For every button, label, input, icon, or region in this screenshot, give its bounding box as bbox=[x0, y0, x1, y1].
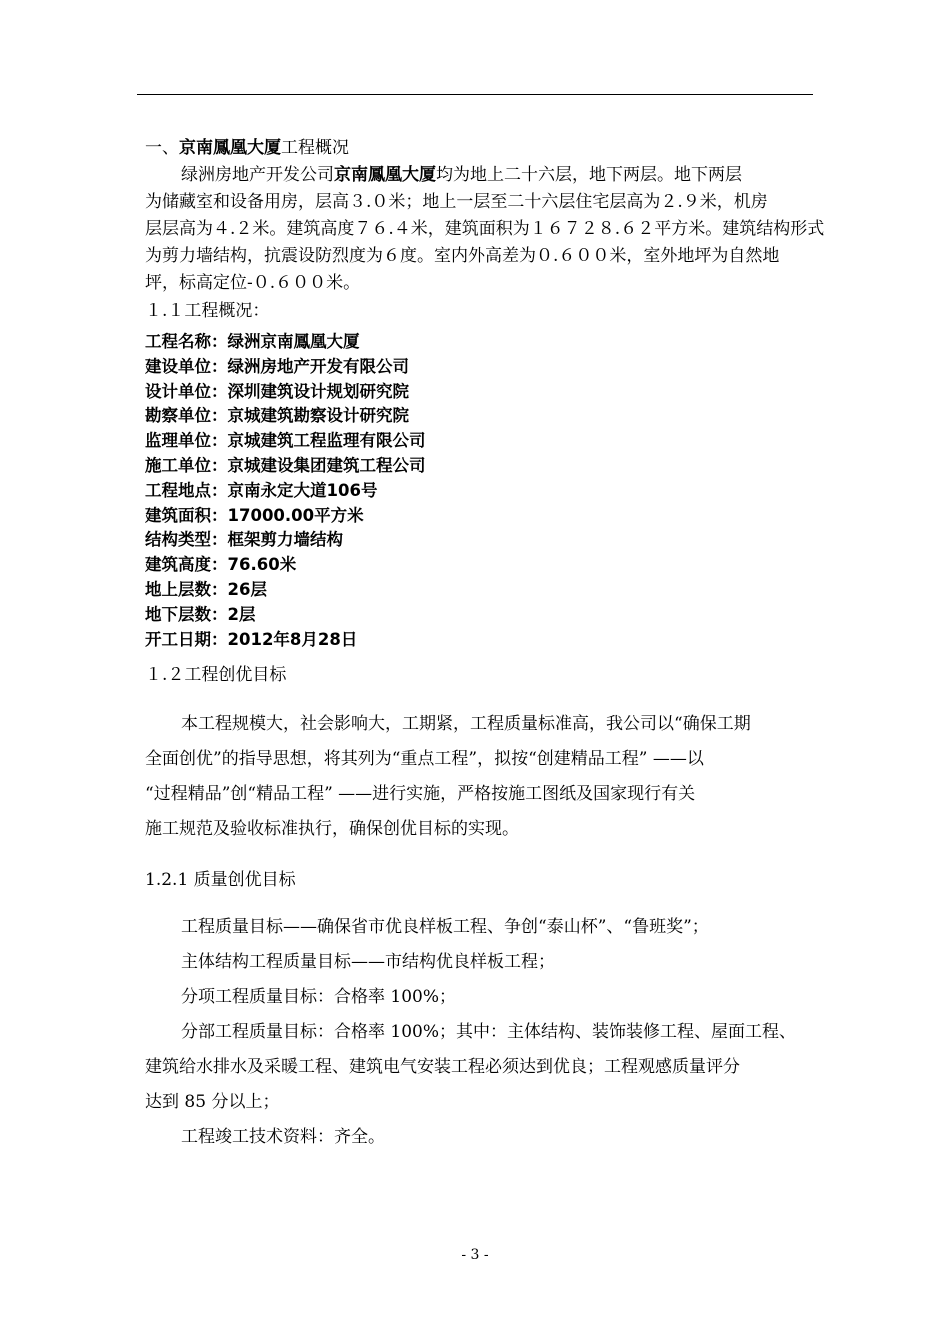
goal-line: 主体结构工程质量目标——市结构优良样板工程； bbox=[181, 952, 555, 973]
subsection-heading: １.１工程概况： bbox=[145, 301, 270, 321]
paragraph-line: 全面创优”的指导思想，将其列为“重点工程”，拟按“创建精品工程” ——以 bbox=[145, 749, 704, 770]
paragraph-line: 本工程规模大，社会影响大，工期紧，工程质量标准高，我公司以“确保工期 bbox=[181, 714, 751, 735]
heading-project-name: 京南鳳凰大厦 bbox=[179, 138, 281, 158]
overview-line: 坪，标高定位-０.６００米。 bbox=[145, 273, 361, 293]
goal-paragraph bbox=[145, 707, 813, 847]
overview-line: 为剪力墙结构，抗震设防烈度为６度。室内外高差为０.６００米，室外地坪为自然地 bbox=[145, 246, 780, 266]
paragraph-line: “过程精品”创“精品工程” ——进行实施，严格按施工图纸及国家现行有关 bbox=[145, 784, 696, 805]
quality-goals bbox=[145, 910, 813, 1155]
info-item: 施工单位：京城建设集团建筑工程公司 bbox=[145, 455, 426, 475]
goal-line: 达到 85 分以上； bbox=[145, 1092, 280, 1113]
info-item: 工程名称：绿洲京南鳳凰大厦 bbox=[145, 332, 360, 351]
info-item: 监理单位：京城建筑工程监理有限公司 bbox=[145, 431, 426, 451]
goal-line: 建筑给水排水及采暖工程、建筑电气安装工程必须达到优良；工程观感质量评分 bbox=[145, 1057, 740, 1078]
info-item: 地上层数：26层 bbox=[145, 579, 267, 599]
goal-line: 工程质量目标——确保省市优良样板工程、争创“泰山杯”、“鲁班奖”； bbox=[181, 917, 709, 938]
page-number: - 3 - bbox=[461, 1247, 489, 1263]
info-item: 地下层数：2层 bbox=[145, 604, 256, 624]
overview-line: 为储藏室和设备用房，层高３.０米；地上一层至二十六层住宅层高为２.９米，机房 bbox=[145, 192, 768, 212]
overview-line: 绿洲房地产开发公司京南鳳凰大厦均为地上二十六层，地下两层。地下两层 bbox=[181, 165, 742, 185]
section-heading bbox=[145, 135, 813, 162]
info-item: 建筑面积：17000.00平方米 bbox=[145, 505, 364, 525]
header-rule bbox=[137, 94, 813, 95]
document-body bbox=[145, 130, 825, 1155]
heading-suffix: 工程概况 bbox=[281, 138, 349, 158]
goal-line: 分项工程质量目标：合格率 100%； bbox=[181, 987, 457, 1008]
info-item: 工程地点：京南永定大道106号 bbox=[145, 480, 378, 500]
overview-line: 层层高为４.２米。建筑高度７６.４米，建筑面积为１６７２８.６２平方米。建筑结构形式 bbox=[145, 219, 825, 239]
paragraph-line: 施工规范及验收标准执行，确保创优目标的实现。 bbox=[145, 819, 519, 840]
info-item: 结构类型：框架剪力墙结构 bbox=[145, 530, 343, 550]
goal-line: 分部工程质量目标：合格率 100%；其中：主体结构、装饰装修工程、屋面工程、 bbox=[181, 1022, 797, 1043]
info-item: 勘察单位：京城建筑勘察设计研究院 bbox=[145, 406, 409, 426]
subsection-heading: １.２工程创优目标 bbox=[145, 665, 287, 686]
subsection-heading: 1.2.1 质量创优目标 bbox=[145, 870, 296, 891]
project-info-list bbox=[145, 330, 813, 652]
info-item: 建筑高度：76.60米 bbox=[145, 555, 297, 575]
info-item: 设计单位：深圳建筑设计规划研究院 bbox=[145, 381, 409, 401]
goal-line: 工程竣工技术资料：齐全。 bbox=[181, 1127, 385, 1148]
info-item: 建设单位：绿洲房地产开发有限公司 bbox=[145, 356, 409, 376]
info-item: 开工日期：2012年8月28日 bbox=[145, 629, 358, 649]
heading-prefix: 一、 bbox=[145, 138, 179, 158]
